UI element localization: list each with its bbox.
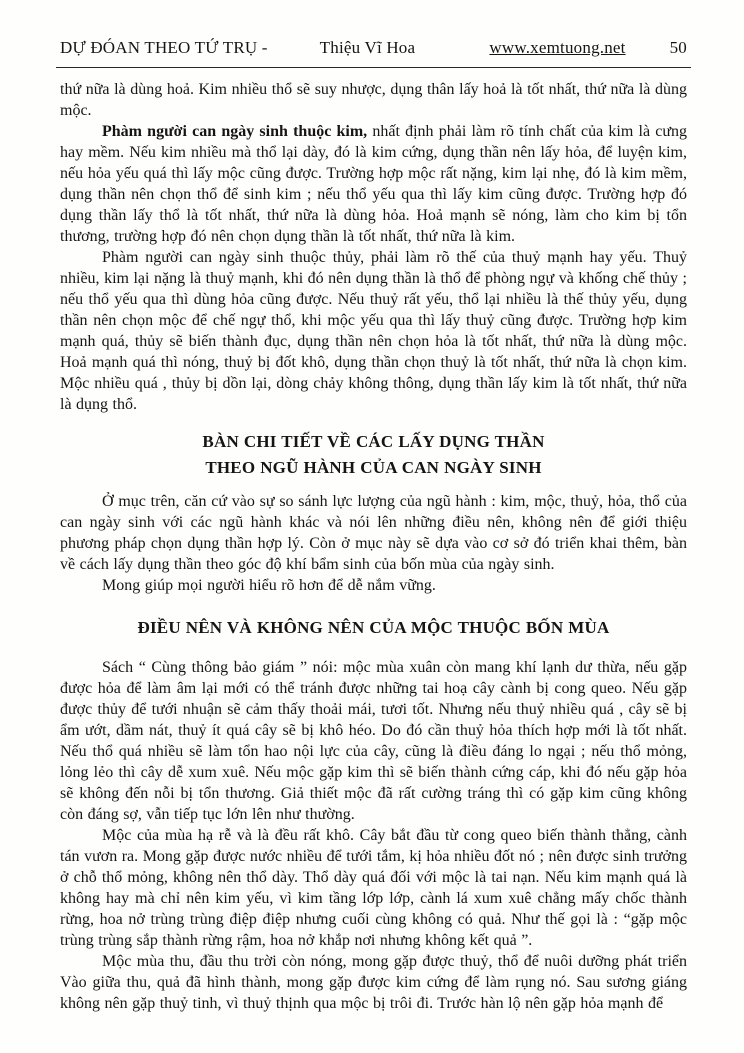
book-title: DỰ ĐÓAN THEO TỨ TRỤ - bbox=[60, 38, 268, 57]
section-heading-dung-than bbox=[60, 429, 687, 481]
paragraph-text: nhất định phải làm rõ tính chất của kim là cưng hay mềm. Nếu kim nhiều mà thổ lại dày, đó là kim cứng, dụng thần nên lấy hỏa, để luyện kim, nếu hỏa yếu quá thì lấy mộc cũng được. Trường hợp mộc rất nặng, kim lại nhẹ, đó là kim mềm, dụng thần nên chọn thổ để sinh kim ; nếu thổ yếu qua thì lấy kim cũng được. Trường hợp đó dụng thần lấy thổ là tốt nhất, thứ nữa là dùng hỏa. Hoả mạnh sẽ nóng, làm cho kim bị tổn thương, trường hợp đó nên chọn dụng thần là tốt nhất, thứ nữa là kim. bbox=[60, 123, 687, 245]
section-heading-moc-bon-mua: ĐIỀU NÊN VÀ KHÔNG NÊN CỦA MỘC THUỘC BỐN MÙA bbox=[137, 618, 610, 637]
paragraph-mong-giup: Mong giúp mọi người hiểu rõ hơn để dễ nắm vững. bbox=[102, 577, 436, 594]
page-number: 50 bbox=[669, 38, 687, 57]
paragraph-moc-mua-ha: Mộc của mùa hạ rễ và là đều rất khô. Cây bắt đầu từ cong queo biến thành thẳng, cành tán vươn ra. Mong gặp được nước nhiều để tưới tắm, kị hỏa nhiều đốt nó ; nên được sinh trưởng ở chỗ thổ mỏng, không nên thổ dày. Thổ dày quá đối với mộc là tai nạn. Nếu kim mạnh quá là không hay mà chỉ nên kim yếu, vì kim tầng lớp lớp, cành lá xum xuê chẳng mấy chốc thành rừng, hoa nở trùng trùng điệp điệp nhưng cuối cùng không có quả. Như thế gọi là : “gặp mộc trùng trùng sắp thành rừng rậm, hoa nở khắp nơi nhưng không kết quả ”. bbox=[60, 827, 687, 949]
paragraph-kim-continuation: thứ nữa là dùng hoả. Kim nhiều thổ sẽ suy nhược, dụng thân lấy hoả là tốt nhất, thứ nữa là dùng mộc. bbox=[60, 81, 687, 119]
page-header bbox=[60, 38, 687, 58]
section-heading-line-1: BÀN CHI TIẾT VỀ CÁC LẤY DỤNG THẦN bbox=[202, 432, 545, 451]
paragraph-lead-bold: Phàm người can ngày sinh thuộc kim, bbox=[102, 123, 368, 140]
paragraph-moc-mua-xuan: Sách “ Cùng thông bảo giám ” nói: mộc mùa xuân còn mang khí lạnh dư thừa, nếu gặp được hỏa để làm âm lại mới có thể tránh được những tai hoạ cây cành bị cong queo. Nếu gặp được thủy để tưới nhuận sẽ cảm thấy thoải mái, tươi tốt. Nhưng nếu thuỷ nhiều quá , cây sẽ bị ẩm ướt, dầm nát, thuỷ ít quá cây sẽ bị khô héo. Do đó cần thuỷ hỏa thích hợp mới là tốt nhất. Nếu thổ quá nhiều sẽ làm tổn hao nội lực của cây, cũng là điều đáng lo ngại ; nếu thổ mỏng, lỏng lẻo thì cây dễ xum xuê. Nếu mộc gặp kim thì sẽ biến thành cứng cáp, khi đó nếu gặp hỏa sẽ không đến nỗi bị tổn thương. Giả thiết mộc đã rất cường tráng thì có gặp kim cũng không còn đáng sợ, vẫn tiếp tục lớn lên như thường. bbox=[60, 659, 687, 823]
header-divider bbox=[56, 67, 691, 68]
page-body bbox=[60, 79, 687, 1014]
author-name: Thiệu Vĩ Hoa bbox=[319, 38, 416, 57]
paragraph-moc-mua-thu: Mộc mùa thu, đầu thu trời còn nóng, mong gặp được thuỷ, thổ để nuôi dưỡng phát triển Vào giữa thu, quả đã hình thành, mong gặp được kim cứng để làm rụng nó. Sau sương giáng không nên gặp thuỷ tinh, vì thuỷ thịnh qua mộc bị trôi đi. Trước hàn lộ nên gặp hỏa mạnh để bbox=[60, 953, 687, 1012]
website-link[interactable]: www.xemtuong.net bbox=[489, 38, 626, 57]
paragraph-can-ngay-kim bbox=[60, 121, 687, 247]
paragraph-o-muc-tren: Ở mục trên, căn cứ vào sự so sánh lực lượng của ngũ hành : kim, mộc, thuỷ, hỏa, thổ của can ngày sinh với các ngũ hành khác và nói lên những điều nên, không nên để giới thiệu phương pháp chọn dụng thần hợp lý. Còn ở mục này sẽ dựa vào cơ sở đó triển khai thêm, bàn về cách lấy dụng thần theo góc độ khí bẩm sinh của bốn mùa của ngày sinh. bbox=[60, 493, 687, 573]
paragraph-can-ngay-thuy: Phàm người can ngày sinh thuộc thủy, phải làm rõ thế của thuỷ mạnh hay yếu. Thuỷ nhiều, kim lại nặng là thuỷ mạnh, khi đó nên dụng thần là thổ để phòng ngự và khống chế thủy ; nếu thổ yếu qua thì dùng hỏa cũng được. Nếu thuỷ rất yếu, thổ lại nhiều là thế thủy yếu, dụng thần nên chọn mộc để chế ngự thổ, khi mộc yếu qua thì lấy thuỷ cũng được. Trường hợp kim mạnh quá, thủy sẽ biến thành đục, dụng thần nên chọn hỏa là tốt nhất, thứ nữa là dùng mộc. Hoả mạnh quá thì nóng, thuỷ bị đốt khô, dụng thần chọn thuỷ là tốt nhất, thứ nữa là chọn kim. Mộc nhiều quá , thủy bị dồn lại, dòng chảy không thông, dụng thần lấy kim là tốt nhất, thứ nữa là dụng thổ. bbox=[60, 249, 687, 413]
section-heading-line-2: THEO NGŨ HÀNH CỦA CAN NGÀY SINH bbox=[205, 458, 542, 477]
